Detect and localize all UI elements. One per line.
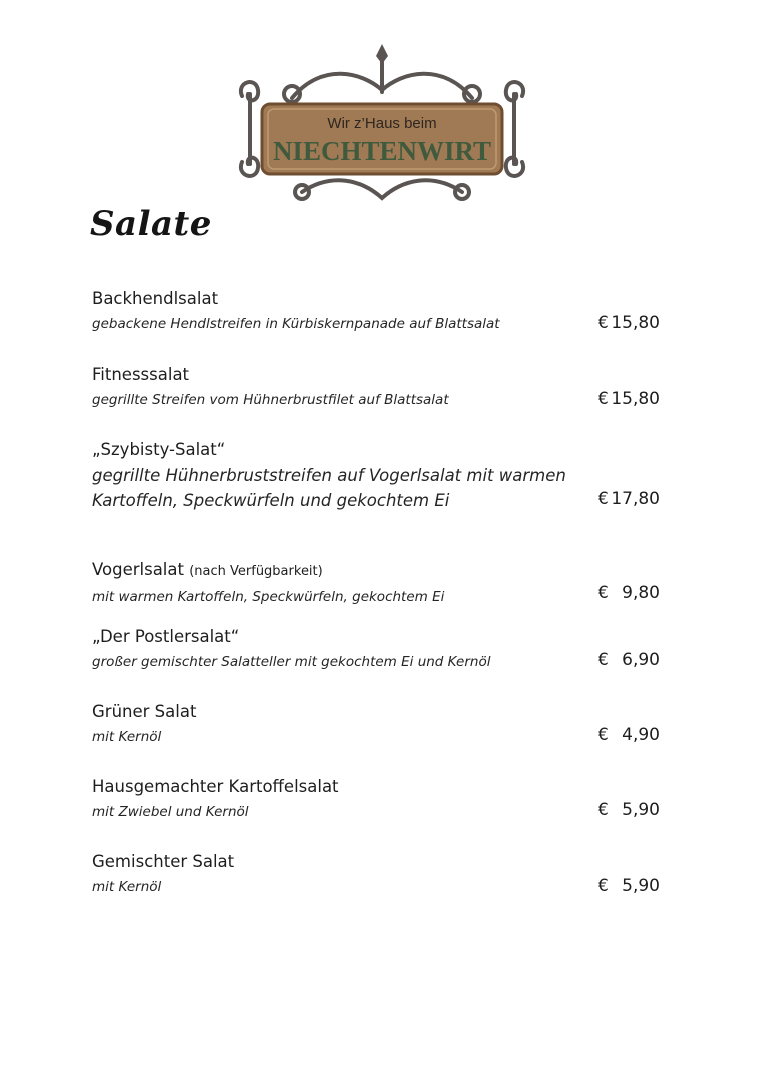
currency: €	[598, 876, 609, 896]
item-name: Fitnesssalat	[92, 365, 190, 384]
item-name: Grüner Salat	[92, 702, 197, 721]
logo-line1: Wir z’Haus beim	[327, 115, 437, 132]
currency: €	[598, 725, 609, 745]
currency: €	[598, 583, 609, 603]
currency: €	[598, 313, 609, 333]
item-description: mit Kernöl	[92, 729, 162, 745]
item-price	[598, 313, 660, 333]
menu-item	[92, 439, 672, 513]
currency: €	[598, 650, 609, 670]
item-price	[598, 800, 660, 820]
item-description: gegrillte Streifen vom Hühnerbrustfilet auf Blattsalat	[92, 392, 449, 408]
menu-item	[92, 559, 672, 607]
item-description: mit Kernöl	[92, 879, 162, 895]
menu-item	[92, 851, 672, 897]
currency: €	[598, 800, 609, 820]
price-value: 6,90	[622, 650, 660, 670]
item-price	[598, 650, 660, 670]
item-description: gebackene Hendlstreifen in Kürbiskernpanade auf Blattsalat	[92, 316, 500, 332]
item-price	[598, 489, 660, 509]
price-value: 15,80	[611, 313, 660, 333]
restaurant-logo	[232, 42, 532, 210]
price-value: 4,90	[622, 725, 660, 745]
menu-item	[92, 626, 672, 672]
item-name: Gemischter Salat	[92, 852, 235, 871]
item-price	[598, 583, 660, 603]
item-description: mit warmen Kartoffeln, Speckwürfeln, gekochtem Ei	[92, 589, 445, 605]
section-title: Salate	[90, 204, 212, 244]
price-value: 15,80	[611, 389, 660, 409]
wrought-iron-sign-icon	[232, 42, 532, 210]
item-name: „Der Postlersalat“	[92, 627, 240, 646]
logo-line2: NIECHTENWIRT	[272, 136, 492, 166]
currency: €	[598, 389, 609, 409]
item-price	[598, 389, 660, 409]
item-name-line	[92, 559, 672, 583]
price-value: 17,80	[611, 489, 660, 509]
menu-item	[92, 776, 672, 822]
menu-item	[92, 364, 672, 410]
item-name: Vogerlsalat	[92, 560, 184, 579]
item-description: gegrillte Hühnerbruststreifen auf Vogerlsalat mit warmen Kartoffeln, Speckwürfeln und gekochtem Ei	[92, 466, 566, 510]
item-description: mit Zwiebel und Kernöl	[92, 804, 249, 820]
item-description: großer gemischter Salatteller mit gekochtem Ei und Kernöl	[92, 654, 491, 670]
item-price	[598, 876, 660, 896]
item-price	[598, 725, 660, 745]
item-note: (nach Verfügbarkeit)	[189, 564, 323, 579]
price-value: 5,90	[622, 876, 660, 896]
currency: €	[598, 489, 609, 509]
menu-item	[92, 288, 672, 334]
item-name: Backhendlsalat	[92, 289, 219, 308]
item-name: Hausgemachter Kartoffelsalat	[92, 777, 339, 796]
menu-item	[92, 701, 672, 747]
price-value: 9,80	[622, 583, 660, 603]
item-name: „Szybisty-Salat“	[92, 440, 226, 459]
price-value: 5,90	[622, 800, 660, 820]
